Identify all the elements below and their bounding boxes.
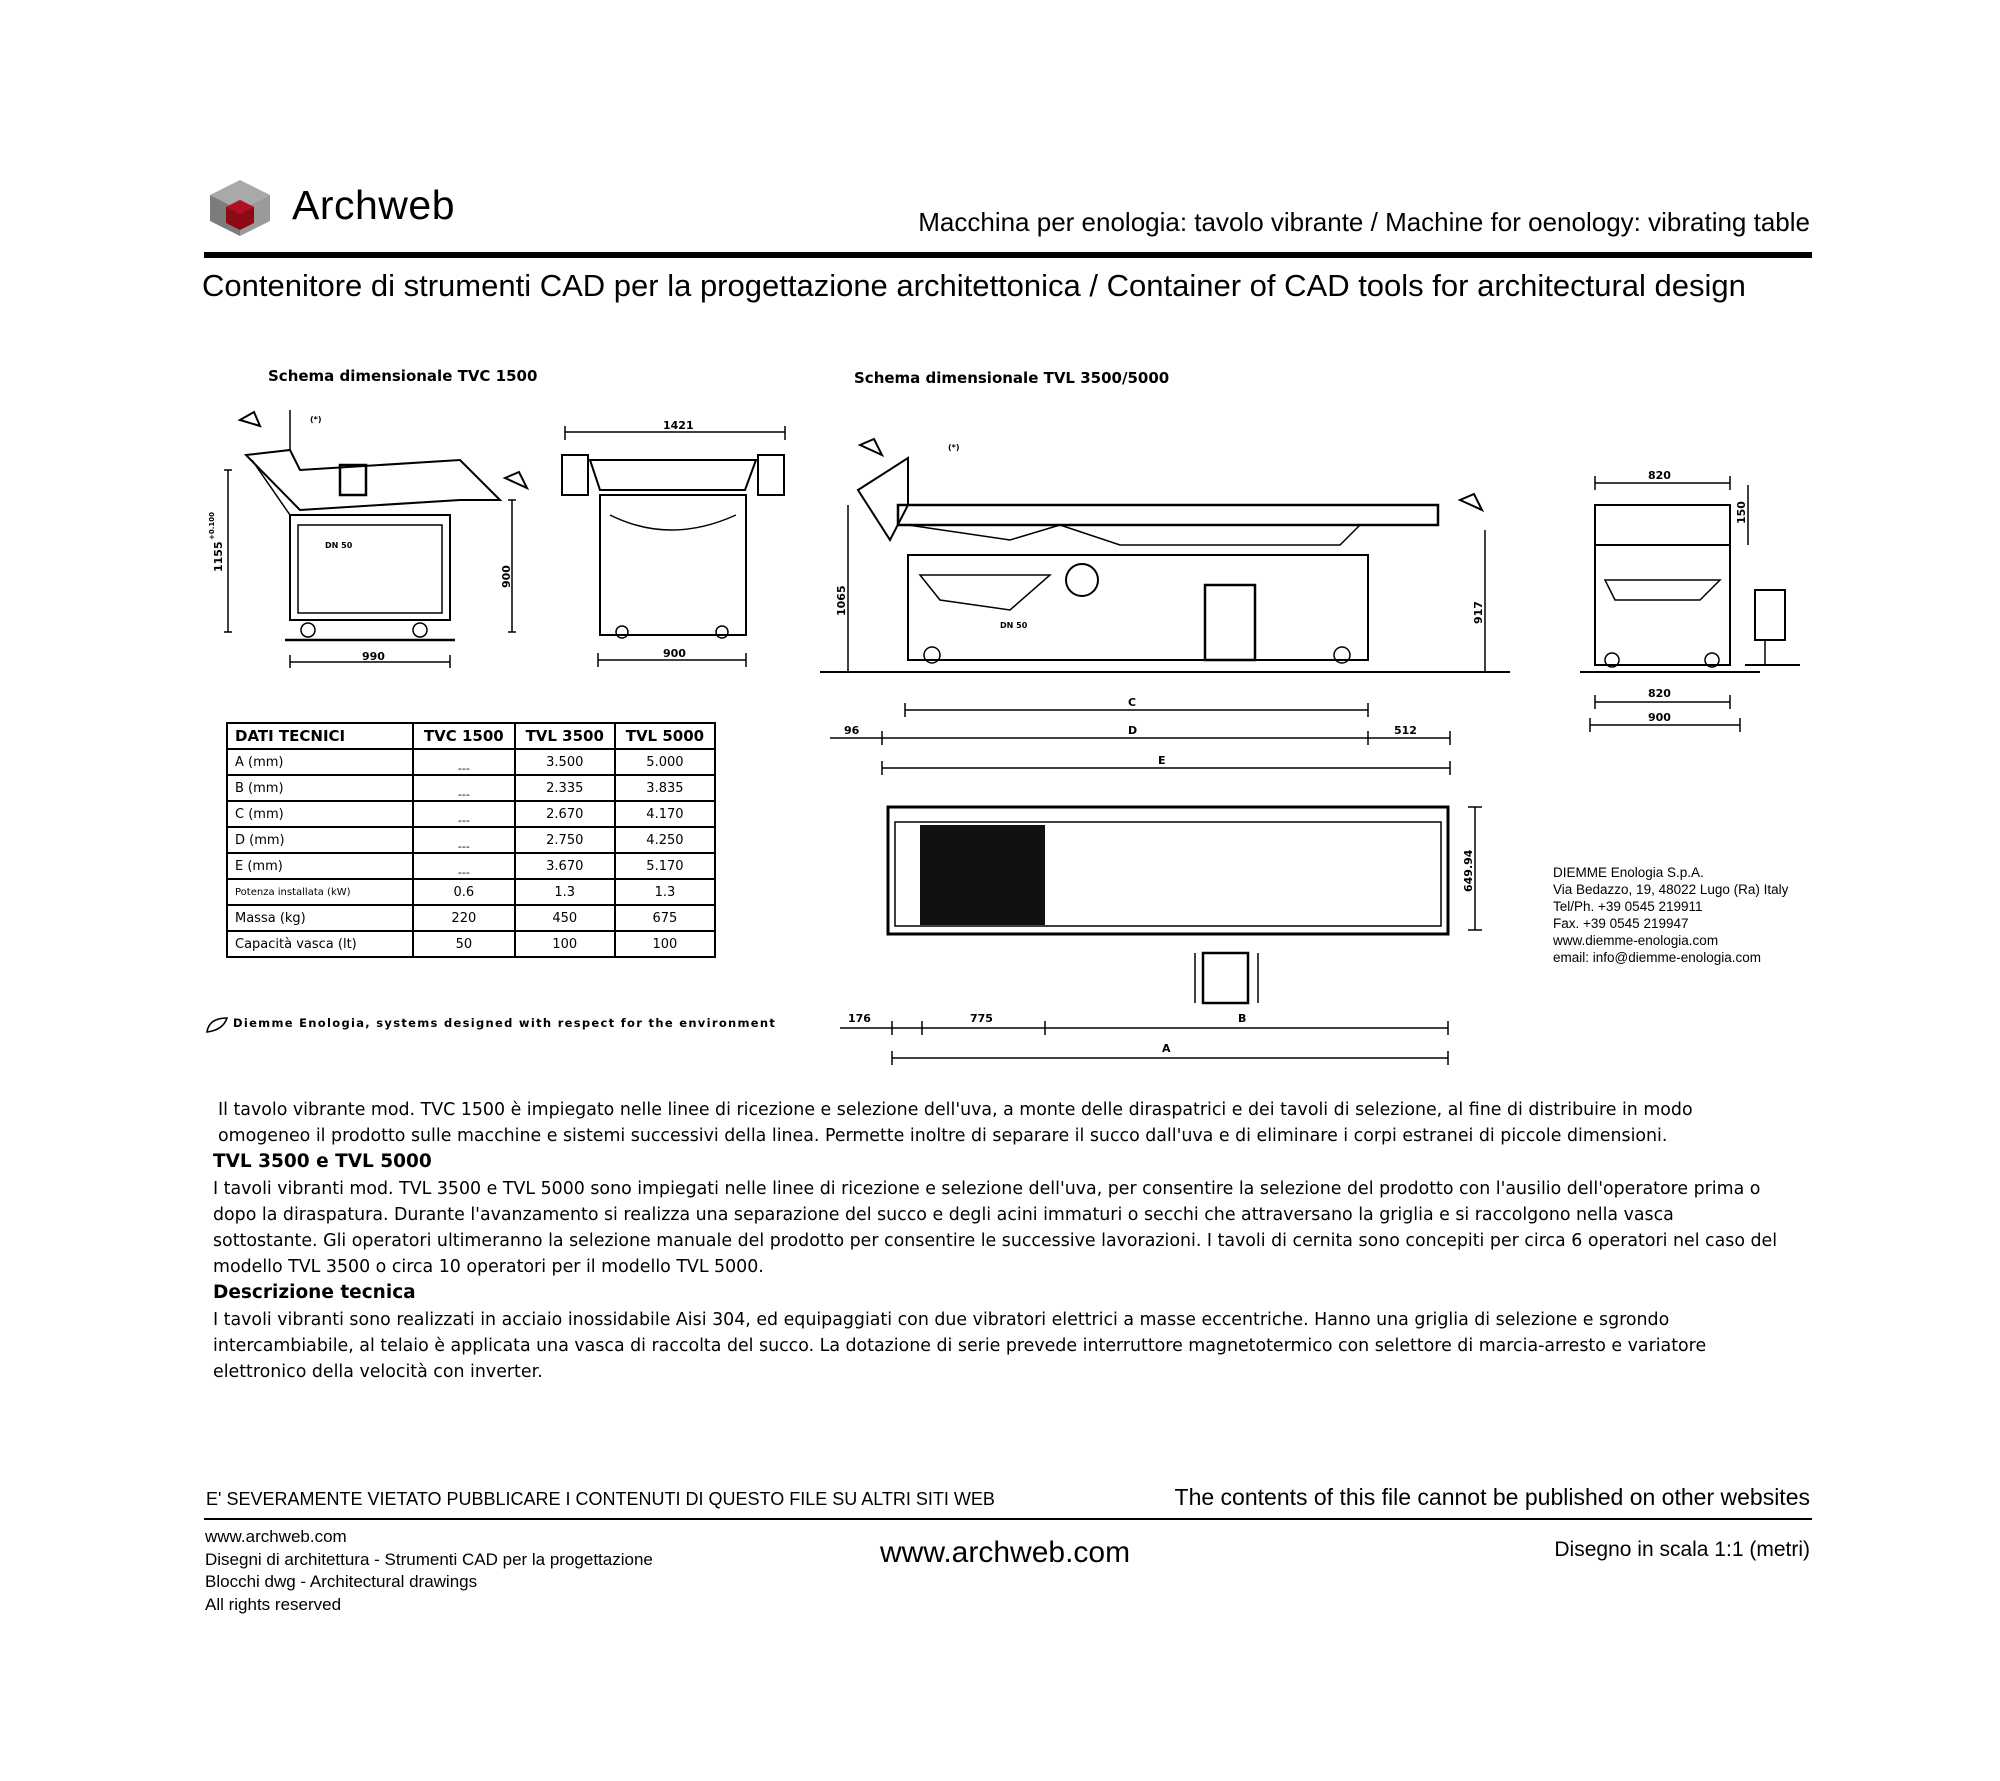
- description-paragraph-3: I tavoli vibranti sono realizzati in acciaio inossidabile Aisi 304, ed equipaggiati con due vibratori elettrici a masse eccentriche. Hanno una griglia di selezione e sgrondo intercambiabile, al telaio è applicata una vasca di raccolta del succo. La dotazione di serie prevede interruttore magnetotermico con selettore di marcia-arresto e variatore elettronico della velocità con inverter.: [213, 1309, 1707, 1383]
- table-row: [227, 879, 715, 905]
- description-section: [213, 1097, 1783, 1385]
- tvl-dim-e-label: E: [1158, 754, 1166, 767]
- table-cell: 3.670: [515, 853, 615, 879]
- footer-scale: Disegno in scala 1:1 (metri): [1554, 1538, 1810, 1561]
- tvl-plan-view: [840, 807, 1482, 1065]
- table-cell: 450: [515, 905, 615, 931]
- table-cell: Massa (kg): [227, 905, 413, 931]
- tvl-plan-width-label: 649.94: [1462, 849, 1475, 892]
- tvc-front-view: [562, 426, 785, 667]
- table-row: [227, 775, 715, 801]
- manufacturer-contact: [1553, 864, 1788, 966]
- table-cell: 2.750: [515, 827, 615, 853]
- contact-company: DIEMME Enologia S.p.A.: [1553, 865, 1704, 880]
- tvc-side-width-label: 990: [362, 650, 385, 663]
- drawing-title: Macchina per enologia: tavolo vibrante / Machine for oenology: vibrating table: [918, 207, 1810, 237]
- contact-phone: Tel/Ph. +39 0545 219911: [1553, 899, 1703, 914]
- table-cell: Potenza installata (kW): [227, 879, 413, 905]
- table-cell: 0.6: [413, 879, 515, 905]
- tvl-plan-grid-label: 775: [970, 1012, 993, 1025]
- table-cell: Capacità vasca (lt): [227, 931, 413, 957]
- contact-fax: Fax. +39 0545 219947: [1553, 916, 1689, 931]
- description-paragraph-2: I tavoli vibranti mod. TVL 3500 e TVL 5000 sono impiegati nelle linee di ricezione e selezione dell'uva, per consentire la selezione del prodotto con l'ausilio dell'operatore prima o dopo la diraspatura. Durante l'avanzamento si realizza una separazione del succo e degli acini immaturi o secchi che attraversano la griglia e si raccolgono nella vasca sottostante. Gli operatori ultimeranno la selezione manuale del prodotto per consentire le successive lavorazioni. I tavoli di cernita sono concepiti per circa 6 operatori nel caso del modello TVL 3500 o circa 10 operatori per il modello TVL 5000.: [213, 1178, 1778, 1278]
- tvc-side-asterisk-label: (*): [310, 415, 322, 424]
- tvc-side-view: [224, 410, 527, 668]
- tvl-front-bottom1-label: 820: [1648, 687, 1671, 700]
- footer-line-rights: All rights reserved: [205, 1594, 342, 1614]
- tvl-dn-label: DN 50: [1000, 621, 1028, 630]
- table-header: TVC 1500: [413, 723, 515, 749]
- table-cell: 675: [615, 905, 715, 931]
- table-row: [227, 931, 715, 957]
- section-heading-technical: Descrizione tecnica: [213, 1282, 416, 1304]
- footer-info: [205, 1526, 653, 1616]
- footer-url[interactable]: www.archweb.com: [880, 1536, 1131, 1569]
- table-row: [227, 801, 715, 827]
- tvc-side-height-label: 1155: [212, 541, 225, 572]
- table-cell: 4.250: [615, 827, 715, 853]
- table-cell: 2.670: [515, 801, 615, 827]
- table-row: [227, 827, 715, 853]
- table-cell: 2.335: [515, 775, 615, 801]
- footer-line-blocks: Blocchi dwg - Architectural drawings: [205, 1572, 478, 1591]
- tvl-dim-d-label: D: [1128, 724, 1138, 737]
- tvc-side-dn-label: DN 50: [325, 541, 353, 550]
- table-cell: 3.835: [615, 775, 715, 801]
- table-cell: D (mm): [227, 827, 413, 853]
- tvl-left-offset-label: 96: [844, 724, 860, 737]
- table-cell: 1.3: [515, 879, 615, 905]
- table-cell: 50: [413, 931, 515, 957]
- section-heading-tvl: TVL 3500 e TVL 5000: [213, 1151, 432, 1173]
- table-row: [227, 905, 715, 931]
- environment-note: Diemme Enologia, systems designed with respect for the environment: [233, 1016, 777, 1030]
- table-row: [227, 749, 715, 775]
- footer-warning-en: The contents of this file cannot be published on other websites: [1174, 1484, 1810, 1510]
- table-header-row: [227, 723, 715, 749]
- tvl-right-offset-label: 512: [1394, 724, 1417, 737]
- tvc-schema-title: Schema dimensionale TVC 1500: [268, 367, 538, 385]
- tvl-height-left-label: 1065: [835, 585, 848, 616]
- tvl-asterisk-label: (*): [948, 443, 960, 452]
- tvl-front-top-label: 820: [1648, 469, 1671, 482]
- footer-line-drawings: Disegni di architettura - Strumenti CAD per la progettazione: [205, 1549, 653, 1569]
- tvl-front-bottom2-label: 900: [1648, 711, 1671, 724]
- table-cell: C (mm): [227, 801, 413, 827]
- table-cell: 100: [515, 931, 615, 957]
- tvc-side-height2-label: 900: [500, 565, 513, 588]
- table-cell: ---: [413, 775, 515, 801]
- table-cell: 5.000: [615, 749, 715, 775]
- table-cell: 220: [413, 905, 515, 931]
- table-cell: 100: [615, 931, 715, 957]
- tvl-front-side-label: 150: [1735, 501, 1748, 524]
- table-cell: A (mm): [227, 749, 413, 775]
- tvl-plan-a-label: A: [1162, 1042, 1171, 1055]
- tvl-dim-c-label: C: [1128, 696, 1137, 709]
- tvl-front-view: [1580, 476, 1800, 732]
- table-header: DATI TECNICI: [227, 723, 413, 749]
- table-cell: 5.170: [615, 853, 715, 879]
- table-cell: 4.170: [615, 801, 715, 827]
- table-cell: 1.3: [615, 879, 715, 905]
- table-cell: 3.500: [515, 749, 615, 775]
- contact-address: Via Bedazzo, 19, 48022 Lugo (Ra) Italy: [1553, 882, 1789, 897]
- table-header: TVL 5000: [615, 723, 715, 749]
- table-header: TVL 3500: [515, 723, 615, 749]
- footer-rule: [204, 1518, 1812, 1520]
- tvc-front-width-top-label: 1421: [663, 419, 694, 432]
- tvl-plan-b-label: B: [1238, 1012, 1247, 1025]
- brand-name: Archweb: [292, 182, 456, 228]
- technical-data-table: [226, 722, 716, 958]
- page-subtitle: Contenitore di strumenti CAD per la progettazione architettonica / Container of CAD tools for architectural design: [202, 268, 1746, 303]
- table-cell: ---: [413, 827, 515, 853]
- tvl-height-right-label: 917: [1472, 601, 1485, 624]
- table-row: [227, 853, 715, 879]
- table-cell: E (mm): [227, 853, 413, 879]
- contact-website[interactable]: www.diemme-enologia.com: [1553, 933, 1719, 948]
- tvl-schema-title: Schema dimensionale TVL 3500/5000: [854, 369, 1170, 387]
- contact-email[interactable]: email: info@diemme-enologia.com: [1553, 950, 1762, 965]
- description-paragraph-1: Il tavolo vibrante mod. TVC 1500 è impiegato nelle linee di ricezione e selezione dell'uva, a monte delle diraspatrici e dei tavoli di selezione, al fine di distribuire in modo omogeneo il prodotto sulle macchine e sistemi successivi della linea. Permette inoltre di separare il succo dall'uva e di eliminare i corpi estranei di piccole dimensioni.: [218, 1100, 1693, 1147]
- tvc-front-width-bottom-label: 900: [663, 647, 686, 660]
- table-cell: B (mm): [227, 775, 413, 801]
- leaf-icon: [205, 1016, 229, 1034]
- tvc-side-tol-label: +0.100: [208, 511, 216, 540]
- footer-line-website[interactable]: www.archweb.com: [205, 1527, 347, 1546]
- table-cell: ---: [413, 749, 515, 775]
- table-cell: ---: [413, 853, 515, 879]
- footer-warning-it: E' SEVERAMENTE VIETATO PUBBLICARE I CONTENUTI DI QUESTO FILE SU ALTRI SITI WEB: [206, 1489, 995, 1509]
- table-cell: ---: [413, 801, 515, 827]
- tvl-plan-left-offset-label: 176: [848, 1012, 871, 1025]
